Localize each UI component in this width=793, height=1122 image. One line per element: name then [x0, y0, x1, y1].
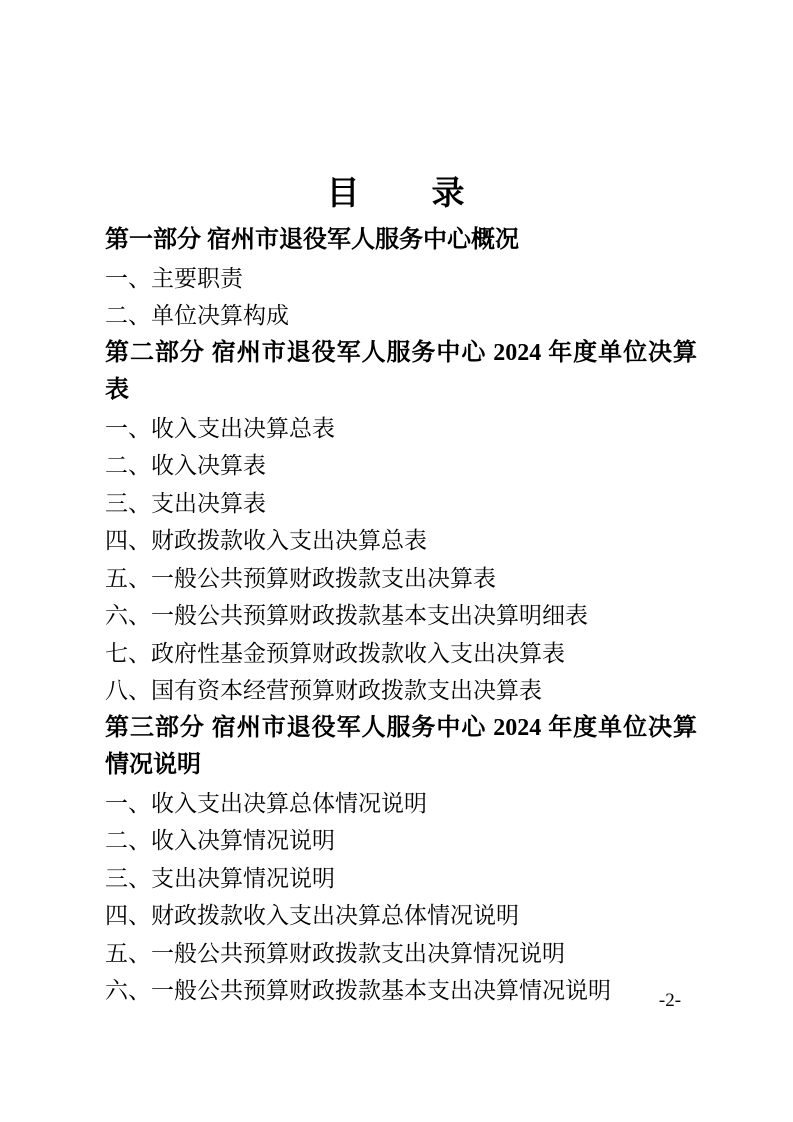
- toc-item: 六、一般公共预算财政拨款基本支出决算情况说明: [105, 978, 611, 1003]
- toc-section-2-heading: 第二部分 宿州市退役军人服务中心 2024 年度单位决算表: [105, 339, 697, 403]
- document-title: 目 录: [326, 176, 467, 212]
- toc-item: 四、财政拨款收入支出决算总表: [105, 528, 427, 553]
- toc-item: 一、主要职责: [105, 265, 243, 291]
- toc-section-3-heading: 第三部分 宿州市退役军人服务中心 2024 年度单位决算情况说明: [105, 714, 697, 778]
- toc-item: 三、支出决算表: [105, 490, 266, 516]
- toc-item: 二、收入决算表: [105, 453, 266, 478]
- toc-item: 二、收入决算情况说明: [105, 828, 335, 853]
- toc-item: 三、支出决算情况说明: [105, 865, 335, 891]
- toc-item: 二、单位决算构成: [105, 303, 289, 328]
- toc-item: 五、一般公共预算财政拨款支出决算情况说明: [105, 940, 565, 966]
- toc-item: 八、国有资本经营预算财政拨款支出决算表: [105, 678, 542, 703]
- toc-item: 六、一般公共预算财政拨款基本支出决算明细表: [105, 603, 588, 628]
- toc-item: 五、一般公共预算财政拨款支出决算表: [105, 565, 496, 591]
- page-number: -2-: [658, 990, 682, 1011]
- toc-content: [105, 222, 697, 1010]
- toc-item: 四、财政拨款收入支出决算总体情况说明: [105, 903, 519, 928]
- toc-item: 一、收入支出决算总体情况说明: [105, 790, 427, 816]
- toc-item: 七、政府性基金预算财政拨款收入支出决算表: [105, 640, 565, 666]
- toc-item: 一、收入支出决算总表: [105, 415, 335, 441]
- toc-section-1-heading: 第一部分 宿州市退役军人服务中心概况: [105, 227, 519, 253]
